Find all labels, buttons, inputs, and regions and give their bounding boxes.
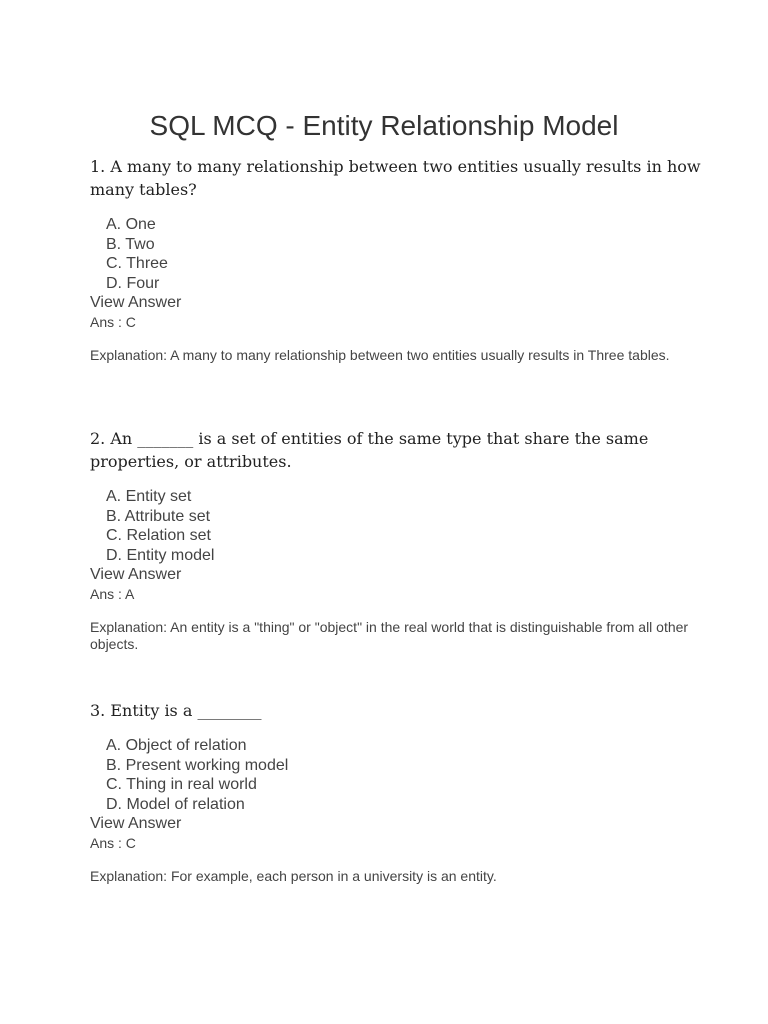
- question-2: [90, 427, 710, 653]
- option-c: C. Relation set: [106, 527, 211, 544]
- option-a: A. One: [106, 216, 156, 233]
- view-answer-link[interactable]: View Answer: [90, 815, 182, 832]
- options-list: [90, 487, 710, 565]
- option-a: A. Entity set: [106, 488, 192, 505]
- question-text: 2. An _______ is a set of entities of the same type that share the same properties, or attributes.: [90, 429, 649, 471]
- option-c: C. Thing in real world: [106, 776, 257, 793]
- question-text: 1. A many to many relationship between two entities usually results in how many tables?: [90, 157, 701, 199]
- option-b: B. Attribute set: [106, 507, 211, 525]
- option-b: B. Present working model: [106, 756, 289, 774]
- explanation-text: Explanation: An entity is a "thing" or "object" in the real world that is distinguishable from all other objects.: [90, 619, 689, 652]
- explanation-text: Explanation: A many to many relationship between two entities usually results in Three tables.: [90, 347, 670, 363]
- option-b: B. Two: [106, 235, 155, 253]
- answer-text: Ans : A: [90, 586, 135, 602]
- view-answer-link[interactable]: View Answer: [90, 294, 182, 311]
- question-1: [90, 155, 710, 364]
- question-3: [90, 699, 710, 885]
- page-title: SQL MCQ - Entity Relationship Model: [149, 110, 619, 141]
- option-d: D. Entity model: [106, 546, 215, 564]
- view-answer-link[interactable]: View Answer: [90, 566, 182, 583]
- option-a: A. Object of relation: [106, 737, 247, 754]
- options-list: [90, 736, 710, 814]
- option-c: C. Three: [106, 255, 168, 272]
- options-list: [90, 215, 710, 293]
- question-text: 3. Entity is a ________: [90, 701, 262, 720]
- answer-text: Ans : C: [90, 314, 136, 330]
- explanation-text: Explanation: For example, each person in a university is an entity.: [90, 868, 497, 884]
- option-d: D. Model of relation: [106, 795, 245, 813]
- option-d: D. Four: [106, 274, 160, 292]
- answer-text: Ans : C: [90, 835, 136, 851]
